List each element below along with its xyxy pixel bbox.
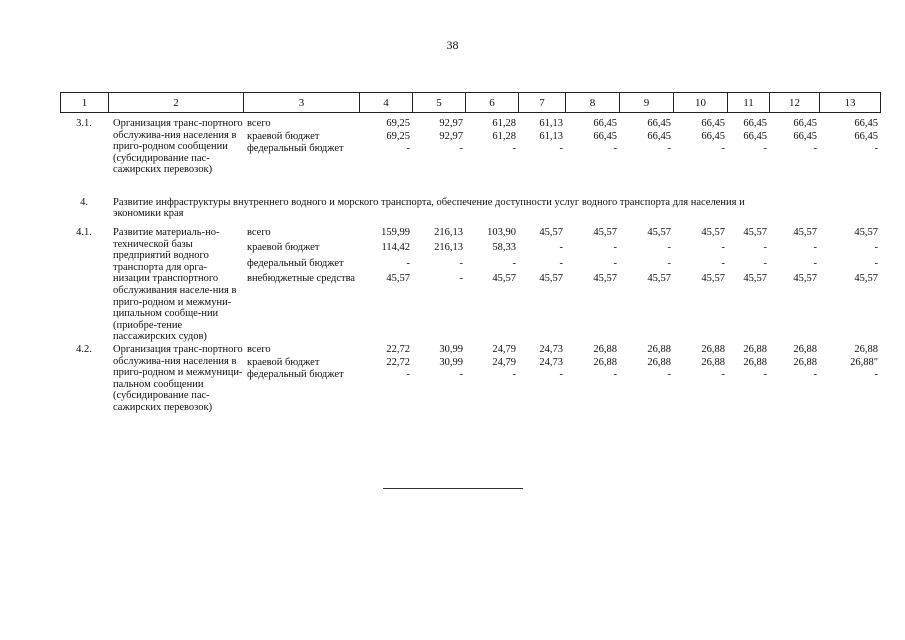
value-cell: 26,88 [647, 356, 671, 368]
table-row [60, 343, 880, 356]
row-number: 4.1. [76, 226, 92, 238]
value-cell: 24,79 [492, 343, 516, 355]
value-cell: - [667, 369, 671, 381]
value-cell: - [613, 369, 617, 381]
value-cell: 45,57 [386, 273, 410, 285]
value-cell: 92,97 [439, 118, 463, 129]
value-cell: 45,57 [743, 226, 767, 238]
value-cell: - [559, 257, 563, 269]
value-cell: - [613, 143, 617, 155]
value-cell: - [512, 369, 516, 381]
budget-table [60, 117, 880, 414]
value-cell: 45,57 [854, 226, 878, 238]
value-cell: 61,28 [492, 130, 516, 142]
col-header: 9 [620, 93, 674, 113]
value-cell: 216,13 [434, 226, 463, 238]
value-cell: - [459, 369, 463, 381]
value-cell: - [813, 369, 817, 381]
value-cell: 24,79 [492, 356, 516, 368]
value-cell: - [459, 143, 463, 155]
value-cell: 30,99 [439, 356, 463, 368]
value-cell: - [667, 257, 671, 269]
value-cell: 26,88 [701, 356, 725, 368]
value-cell: 26,88 [854, 343, 878, 355]
value-cell: - [763, 257, 767, 269]
value-cell: 45,57 [647, 226, 671, 238]
value-cell: 26,88 [743, 343, 767, 355]
col-header: 10 [674, 93, 728, 113]
value-cell: - [874, 257, 878, 269]
col-header: 1 [61, 93, 109, 113]
value-cell: - [512, 257, 516, 269]
funding-source: краевой бюджет [247, 356, 320, 368]
section-number: 4. [80, 196, 88, 208]
funding-source: краевой бюджет [247, 130, 320, 142]
row-name: Развитие материаль-но-технической базы предприятий водного транспорта для орга-низации транспортного обслуживания населе-ния в приго-родном и межмуни-ципальном сообще-нии (приобре-тение пассажирских судов) [113, 226, 237, 343]
value-cell: - [874, 143, 878, 155]
row-number: 3.1. [76, 118, 92, 129]
funding-source: федеральный бюджет [247, 257, 344, 269]
value-cell: 26,88 [793, 343, 817, 355]
col-header: 4 [360, 93, 413, 113]
value-cell: 22,72 [386, 343, 410, 355]
table-row [60, 117, 880, 130]
value-cell: 66,45 [793, 130, 817, 142]
value-cell: - [613, 242, 617, 254]
section-title: Развитие инфраструктуры внутреннего водного и морского транспорта, обеспечение доступности услуг водного транспорта для населения и экономики края [113, 196, 745, 220]
value-cell: 61,13 [539, 130, 563, 142]
column-header-row [60, 92, 881, 113]
row-name: Организация транс-портного обслужива-ния населения в приго-родном сообщении (субсидирование пас-сажирских перевозок) [113, 118, 243, 176]
value-cell: 58,33 [492, 242, 516, 254]
value-cell: 45,57 [539, 226, 563, 238]
value-cell: 26,88 [701, 343, 725, 355]
col-header: 8 [566, 93, 620, 113]
value-cell: - [559, 369, 563, 381]
col-header: 2 [109, 93, 244, 113]
value-cell: - [559, 143, 563, 155]
value-cell: 103,90 [487, 226, 516, 238]
value-cell: 24,73 [539, 356, 563, 368]
table-row [60, 226, 880, 241]
value-cell: - [459, 273, 463, 285]
value-cell: 45,57 [701, 226, 725, 238]
value-cell: - [813, 143, 817, 155]
value-cell: 66,45 [701, 130, 725, 142]
value-cell: - [406, 257, 410, 269]
col-header: 3 [244, 93, 360, 113]
col-header: 5 [413, 93, 466, 113]
value-cell: - [667, 242, 671, 254]
section-row [60, 190, 880, 226]
value-cell: - [512, 143, 516, 155]
value-cell: - [813, 242, 817, 254]
value-cell: 45,57 [743, 273, 767, 285]
value-cell: 92,97 [439, 130, 463, 142]
value-cell: 69,25 [386, 130, 410, 142]
value-cell: 26,88" [850, 356, 878, 368]
value-cell: - [874, 242, 878, 254]
value-cell: - [721, 257, 725, 269]
value-cell: - [763, 143, 767, 155]
value-cell: 45,57 [701, 273, 725, 285]
value-cell: 114,42 [381, 242, 410, 254]
value-cell: 66,45 [647, 130, 671, 142]
value-cell: 66,45 [701, 118, 725, 129]
value-cell: - [763, 369, 767, 381]
funding-source: всего [247, 226, 271, 238]
value-cell: 45,57 [647, 273, 671, 285]
col-header: 13 [820, 93, 881, 113]
value-cell: 66,45 [743, 118, 767, 129]
value-cell: 66,45 [743, 130, 767, 142]
value-cell: 66,45 [593, 118, 617, 129]
funding-source: федеральный бюджет [247, 143, 344, 155]
value-cell: 66,45 [793, 118, 817, 129]
col-header: 7 [519, 93, 566, 113]
value-cell: 45,57 [854, 273, 878, 285]
value-cell: 45,57 [593, 273, 617, 285]
value-cell: 45,57 [539, 273, 563, 285]
col-header: 6 [466, 93, 519, 113]
value-cell: 30,99 [439, 343, 463, 355]
value-cell: 45,57 [593, 226, 617, 238]
funding-source: краевой бюджет [247, 242, 320, 254]
value-cell: 66,45 [854, 130, 878, 142]
footer-divider [383, 488, 523, 489]
value-cell: - [721, 242, 725, 254]
value-cell: 69,25 [386, 118, 410, 129]
value-cell: 216,13 [434, 242, 463, 254]
value-cell: - [406, 143, 410, 155]
value-cell: 66,45 [854, 118, 878, 129]
value-cell: 26,88 [593, 356, 617, 368]
value-cell: - [406, 369, 410, 381]
value-cell: 24,73 [539, 343, 563, 355]
funding-source: всего [247, 343, 271, 355]
funding-source: всего [247, 118, 271, 129]
value-cell: - [874, 369, 878, 381]
col-header: 12 [770, 93, 820, 113]
value-cell: 159,99 [381, 226, 410, 238]
value-cell: - [813, 257, 817, 269]
funding-source: внебюджетные средства [247, 273, 356, 285]
funding-source: федеральный бюджет [247, 369, 344, 381]
value-cell: 45,57 [492, 273, 516, 285]
value-cell: 45,57 [793, 226, 817, 238]
value-cell: 66,45 [647, 118, 671, 129]
value-cell: 66,45 [593, 130, 617, 142]
value-cell: 61,28 [492, 118, 516, 129]
value-cell: - [763, 242, 767, 254]
value-cell: - [559, 242, 563, 254]
value-cell: - [613, 257, 617, 269]
value-cell: - [459, 257, 463, 269]
col-header: 11 [728, 93, 770, 113]
value-cell: - [721, 143, 725, 155]
value-cell: - [667, 143, 671, 155]
row-name: Организация транс-портного обслужива-ния населения в приго-родном и межмуници-пальном сообщении (субсидирование пас-сажирских перевозок) [113, 343, 243, 413]
value-cell: 45,57 [793, 273, 817, 285]
value-cell: 61,13 [539, 118, 563, 129]
value-cell: 26,88 [593, 343, 617, 355]
value-cell: - [721, 369, 725, 381]
value-cell: 22,72 [386, 356, 410, 368]
row-number: 4.2. [76, 343, 92, 355]
value-cell: 26,88 [647, 343, 671, 355]
value-cell: 26,88 [743, 356, 767, 368]
page-number: 38 [446, 38, 459, 52]
value-cell: 26,88 [793, 356, 817, 368]
